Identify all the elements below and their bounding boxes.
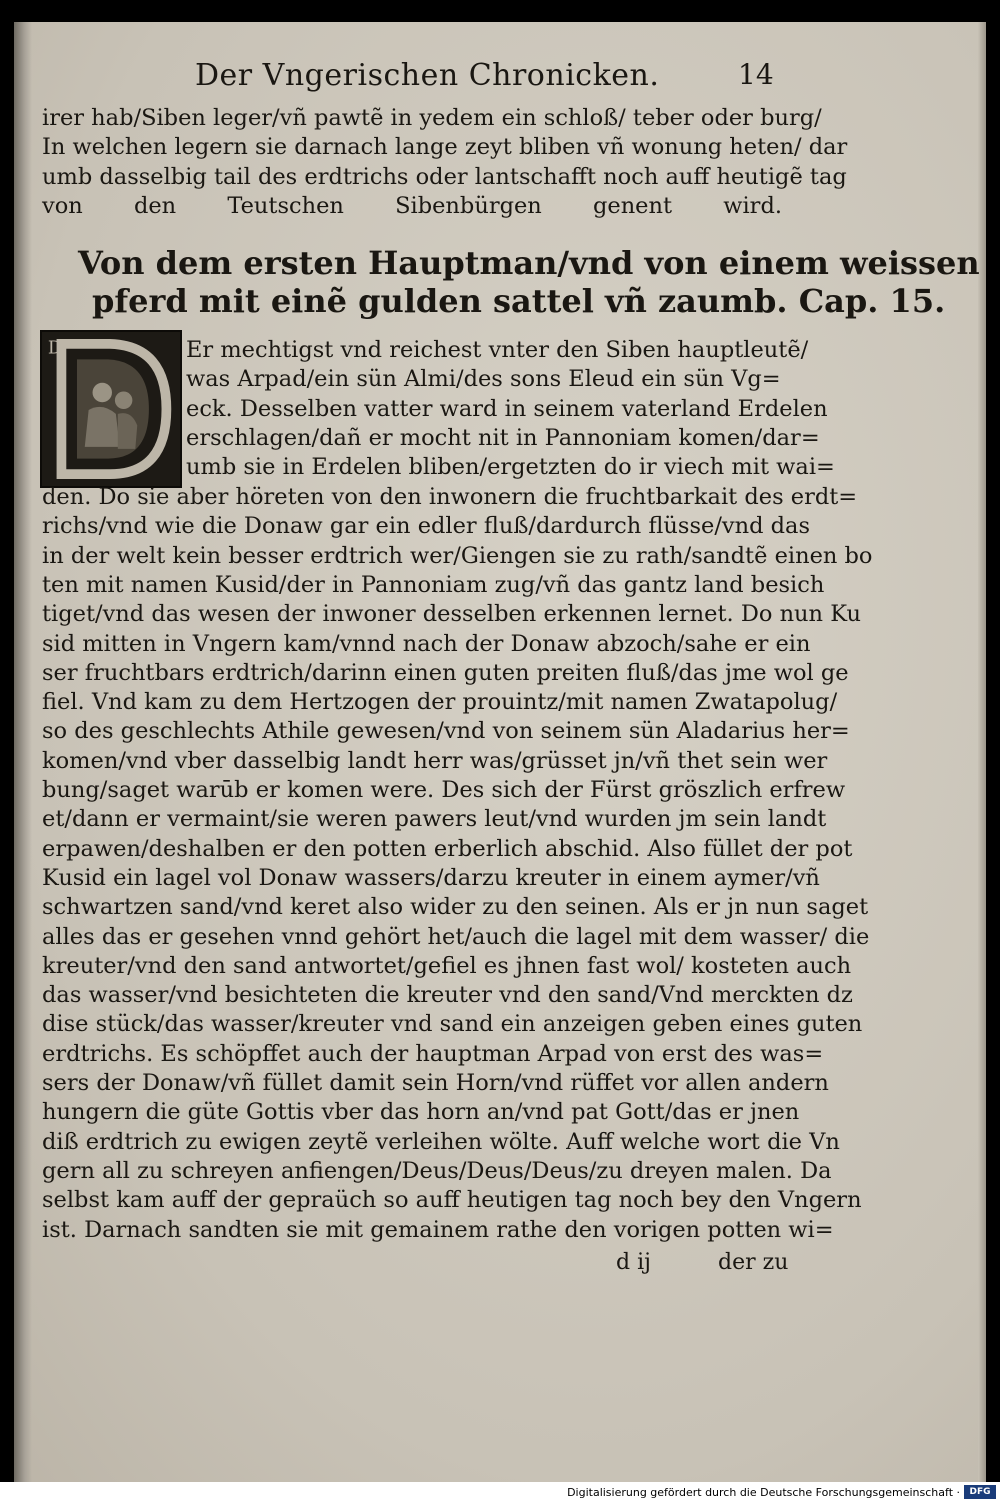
signature-mark: d ij bbox=[616, 1250, 651, 1275]
body-text-line: Er mechtigst vnd reichest vnter den Siben hauptleutẽ/ bbox=[186, 337, 809, 363]
body-text-line: alles das er gesehen vnnd gehört het/auch die lagel mit dem wasser/ die bbox=[42, 923, 870, 950]
body-text-line: umb dasselbig tail des erdtrichs oder lantschafft noch auff heutigẽ tag bbox=[42, 163, 847, 190]
body-text-line: so des geschlechts Athile gewesen/vnd von seinem sün Aladarius her= bbox=[42, 718, 850, 745]
folio-number: 14 bbox=[738, 58, 774, 91]
body-text-line: sers der Donaw/vñ füllet damit sein Horn/vnd rüffet vor allen andern bbox=[42, 1070, 829, 1096]
body-text-line: in der welt kein besser erdtrich wer/Giengen sie zu rath/sandtẽ einen bo bbox=[42, 542, 873, 569]
footer-credit: Digitalisierung gefördert durch die Deutsche Forschungsgemeinschaft · bbox=[567, 1486, 960, 1499]
body-text-line: In welchen legern sie darnach lange zeyt bliben vñ wonung heten/ dar bbox=[42, 134, 848, 161]
body-text-line: et/dann er vermaint/sie weren pawers leut/vnd wurden jm sein landt bbox=[42, 806, 827, 833]
running-title: Der Vngerischen Chronicken. bbox=[195, 58, 660, 93]
body-text-line: eck. Desselben vatter ward in seinem vaterland Erdelen bbox=[186, 395, 828, 422]
body-text-line: ten mit namen Kusid/der in Pannoniam zug/vñ das gantz land besich bbox=[42, 571, 825, 598]
body-text-line: diß erdtrich zu ewigen zeytẽ verleihen wölte. Auff welche wort die Vn bbox=[42, 1128, 840, 1155]
body-text-line: ser fruchtbars erdtrich/darinn einen guten preiten fluß/das jme wol ge bbox=[42, 659, 849, 686]
page-gutter-shadow bbox=[14, 22, 32, 1482]
body-text-line: erpawen/deshalben er den potten erberlich abschid. Also füllet der pot bbox=[42, 835, 853, 862]
body-text-line: fiel. Vnd kam zu dem Hertzogen der prouintz/mit namen Zwatapolug/ bbox=[42, 689, 838, 716]
page-header bbox=[0, 58, 1000, 98]
decorated-initial bbox=[40, 330, 182, 488]
body-text-line: hungern die güte Gottis vber das horn an/vnd pat Gott/das er jnen bbox=[42, 1099, 800, 1126]
body-text-line: komen/vnd vber dasselbig landt herr was/grüsset jn/vñ thet sein wer bbox=[42, 747, 828, 774]
footer-bar bbox=[0, 1482, 1000, 1503]
body-text-line: erschlagen/dañ er mocht nit in Pannoniam komen/dar= bbox=[186, 424, 820, 451]
body-text-line: von den Teutschen Sibenbürgen genent wird. bbox=[42, 192, 782, 219]
page-edge bbox=[978, 22, 986, 1482]
body-text-line: umb sie in Erdelen bliben/ergetzten do ir viech mit wai= bbox=[186, 454, 835, 481]
svg-text:D: D bbox=[47, 338, 62, 359]
dfg-logo-icon: DFG bbox=[964, 1485, 996, 1499]
body-text-line: ist. Darnach sandten sie mit gemainem rathe den vorigen potten wi= bbox=[42, 1216, 834, 1243]
body-text-line: richs/vnd wie die Donaw gar ein edler fluß/dardurch flüsse/vnd das bbox=[42, 513, 811, 540]
chapter-heading-line-1: Von dem ersten Hauptman/vnd von einem weissen bbox=[78, 244, 980, 282]
body-text-line: den. Do sie aber höreten von den inwonern die fruchtbarkait des erdt= bbox=[42, 484, 858, 510]
body-text-line: sid mitten in Vngern kam/vnnd nach der Donaw abzoch/sahe er ein bbox=[42, 630, 811, 657]
body-text-line: kreuter/vnd den sand antwortet/gefiel es jhnen fast wol/ kosteten auch bbox=[42, 952, 852, 979]
body-text-line: erdtrichs. Es schöpffet auch der hauptman Arpad von erst des was= bbox=[42, 1040, 824, 1067]
body-text-line: tiget/vnd das wesen der inwoner desselben erkennen lernet. Do nun Ku bbox=[42, 601, 861, 628]
body-text-line: schwartzen sand/vnd keret also wider zu den seinen. Als er jn nun saget bbox=[42, 894, 869, 921]
body-text-line: Kusid ein lagel vol Donaw wassers/darzu kreuter in einem aymer/vñ bbox=[42, 864, 820, 891]
catchword: der zu bbox=[718, 1250, 789, 1275]
body-text-line: gern all zu schreyen anfiengen/Deus/Deus/Deus/zu dreyen malen. Da bbox=[42, 1157, 832, 1184]
body-text-line: dise stück/das wasser/kreuter vnd sand ein anzeigen geben eines guten bbox=[42, 1011, 863, 1038]
body-text-line: selbst kam auff der gepraüch so auff heutigen tag noch bey den Vngern bbox=[42, 1187, 862, 1214]
decorated-initial-d-icon bbox=[42, 332, 180, 486]
body-text-line: bung/saget warūb er komen were. Des sich der Fürst gröszlich erfrew bbox=[42, 777, 846, 803]
body-text-line: irer hab/Siben leger/vñ pawtẽ in yedem ein schloß/ teber oder burg/ bbox=[42, 105, 822, 131]
body-text-line: was Arpad/ein sün Almi/des sons Eleud ein sün Vg= bbox=[186, 366, 781, 393]
chapter-heading-line-2: pferd mit einẽ gulden sattel vñ zaumb. Cap. 15. bbox=[92, 282, 946, 320]
body-text-line: das wasser/vnd besichteten die kreuter vnd den sand/Vnd merckten dz bbox=[42, 982, 853, 1009]
